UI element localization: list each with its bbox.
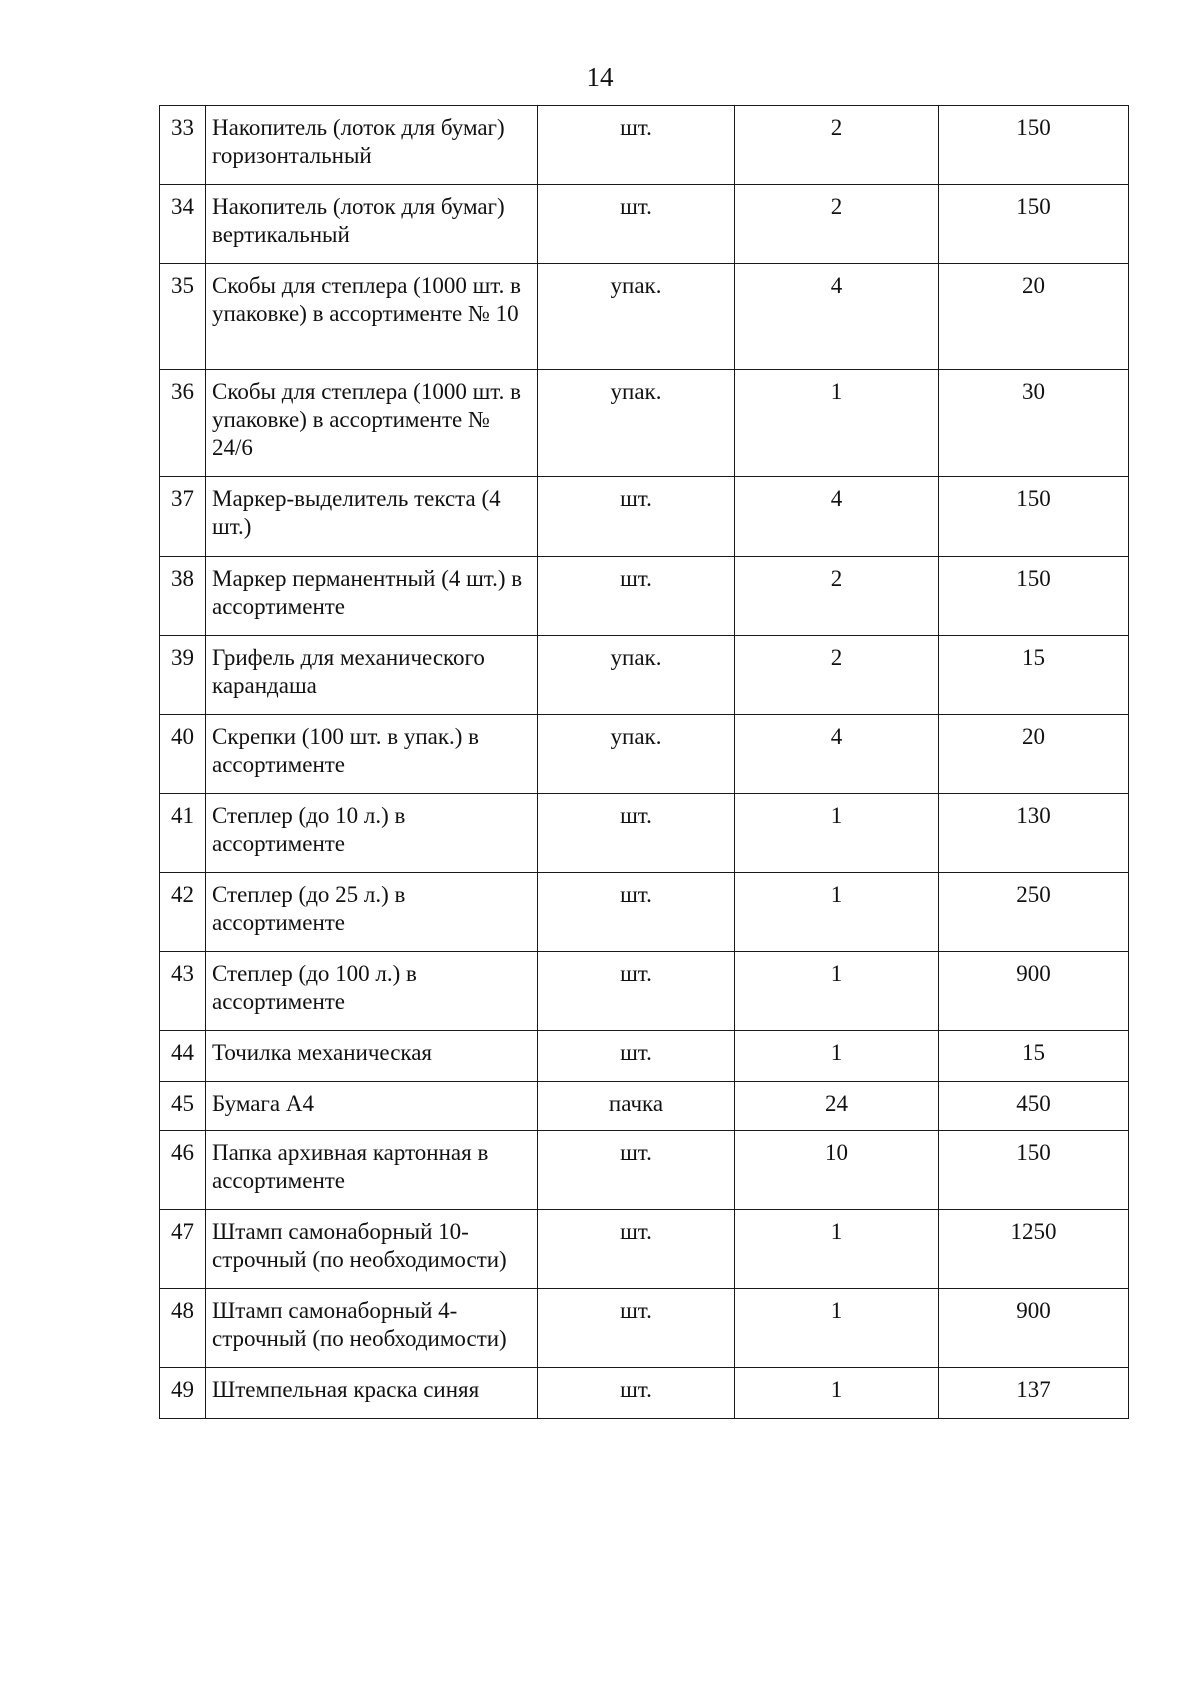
item-quantity: 1 <box>735 952 939 1031</box>
table-row <box>160 1031 1129 1082</box>
table-row <box>160 1131 1129 1210</box>
item-quantity: 1 <box>735 794 939 873</box>
item-price: 900 <box>939 1289 1129 1368</box>
item-unit: шт. <box>538 185 735 264</box>
row-number: 44 <box>160 1031 206 1082</box>
row-number: 43 <box>160 952 206 1031</box>
item-quantity: 1 <box>735 1368 939 1419</box>
row-number: 37 <box>160 477 206 557</box>
item-quantity: 2 <box>735 636 939 715</box>
table-row <box>160 873 1129 952</box>
item-quantity: 1 <box>735 1031 939 1082</box>
item-unit: шт. <box>538 106 735 185</box>
item-unit: шт. <box>538 1289 735 1368</box>
item-name: Степлер (до 10 л.) в ассортименте <box>206 794 538 873</box>
item-name: Степлер (до 25 л.) в ассортименте <box>206 873 538 952</box>
item-name: Штамп самонаборный 4-строчный (по необходимости) <box>206 1289 538 1368</box>
item-quantity: 1 <box>735 1210 939 1289</box>
item-quantity: 4 <box>735 477 939 557</box>
table-row <box>160 264 1129 370</box>
item-unit: шт. <box>538 1210 735 1289</box>
item-name: Скобы для степлера (1000 шт. в упаковке) в ассортименте № 24/6 <box>206 370 538 477</box>
item-quantity: 24 <box>735 1082 939 1131</box>
item-quantity: 1 <box>735 370 939 477</box>
row-number: 34 <box>160 185 206 264</box>
item-unit: упак. <box>538 264 735 370</box>
item-price: 150 <box>939 106 1129 185</box>
item-unit: упак. <box>538 636 735 715</box>
item-price: 137 <box>939 1368 1129 1419</box>
item-quantity: 2 <box>735 106 939 185</box>
item-name: Папка архивная картонная в ассортименте <box>206 1131 538 1210</box>
items-table <box>159 105 1129 1419</box>
table-row <box>160 557 1129 636</box>
item-unit: шт. <box>538 1368 735 1419</box>
row-number: 49 <box>160 1368 206 1419</box>
table-row <box>160 794 1129 873</box>
row-number: 48 <box>160 1289 206 1368</box>
item-price: 15 <box>939 1031 1129 1082</box>
item-unit: пачка <box>538 1082 735 1131</box>
row-number: 36 <box>160 370 206 477</box>
item-name: Скрепки (100 шт. в упак.) в ассортименте <box>206 715 538 794</box>
table-row <box>160 477 1129 557</box>
row-number: 42 <box>160 873 206 952</box>
item-price: 450 <box>939 1082 1129 1131</box>
item-quantity: 2 <box>735 185 939 264</box>
table-row <box>160 106 1129 185</box>
table-row <box>160 952 1129 1031</box>
item-name: Бумага А4 <box>206 1082 538 1131</box>
item-price: 130 <box>939 794 1129 873</box>
table-row <box>160 1210 1129 1289</box>
item-price: 900 <box>939 952 1129 1031</box>
item-price: 1250 <box>939 1210 1129 1289</box>
table-row <box>160 1368 1129 1419</box>
table-row <box>160 1082 1129 1131</box>
item-unit: шт. <box>538 873 735 952</box>
row-number: 35 <box>160 264 206 370</box>
item-price: 20 <box>939 715 1129 794</box>
row-number: 39 <box>160 636 206 715</box>
item-unit: шт. <box>538 1031 735 1082</box>
item-name: Штамп самонаборный 10-строчный (по необходимости) <box>206 1210 538 1289</box>
row-number: 40 <box>160 715 206 794</box>
item-name: Штемпельная краска синяя <box>206 1368 538 1419</box>
item-price: 150 <box>939 477 1129 557</box>
item-price: 30 <box>939 370 1129 477</box>
item-price: 15 <box>939 636 1129 715</box>
item-quantity: 4 <box>735 264 939 370</box>
table-row <box>160 185 1129 264</box>
item-price: 150 <box>939 1131 1129 1210</box>
item-name: Степлер (до 100 л.) в ассортименте <box>206 952 538 1031</box>
item-name: Маркер-выделитель текста (4 шт.) <box>206 477 538 557</box>
table-row <box>160 370 1129 477</box>
item-unit: упак. <box>538 715 735 794</box>
page-number: 14 <box>586 62 614 92</box>
item-unit: шт. <box>538 952 735 1031</box>
item-name: Грифель для механического карандаша <box>206 636 538 715</box>
item-unit: шт. <box>538 557 735 636</box>
item-name: Скобы для степлера (1000 шт. в упаковке) в ассортименте № 10 <box>206 264 538 370</box>
item-name: Накопитель (лоток для бумаг) горизонтальный <box>206 106 538 185</box>
item-unit: шт. <box>538 1131 735 1210</box>
item-quantity: 10 <box>735 1131 939 1210</box>
item-quantity: 1 <box>735 873 939 952</box>
item-price: 150 <box>939 557 1129 636</box>
item-price: 150 <box>939 185 1129 264</box>
item-unit: упак. <box>538 370 735 477</box>
table-row <box>160 715 1129 794</box>
item-unit: шт. <box>538 794 735 873</box>
item-name: Маркер перманентный (4 шт.) в ассортименте <box>206 557 538 636</box>
item-quantity: 1 <box>735 1289 939 1368</box>
row-number: 41 <box>160 794 206 873</box>
item-price: 20 <box>939 264 1129 370</box>
item-name: Точилка механическая <box>206 1031 538 1082</box>
row-number: 45 <box>160 1082 206 1131</box>
table-row <box>160 1289 1129 1368</box>
item-quantity: 4 <box>735 715 939 794</box>
row-number: 46 <box>160 1131 206 1210</box>
row-number: 47 <box>160 1210 206 1289</box>
item-price: 250 <box>939 873 1129 952</box>
row-number: 33 <box>160 106 206 185</box>
item-unit: шт. <box>538 477 735 557</box>
row-number: 38 <box>160 557 206 636</box>
item-name: Накопитель (лоток для бумаг) вертикальный <box>206 185 538 264</box>
item-quantity: 2 <box>735 557 939 636</box>
table-row <box>160 636 1129 715</box>
